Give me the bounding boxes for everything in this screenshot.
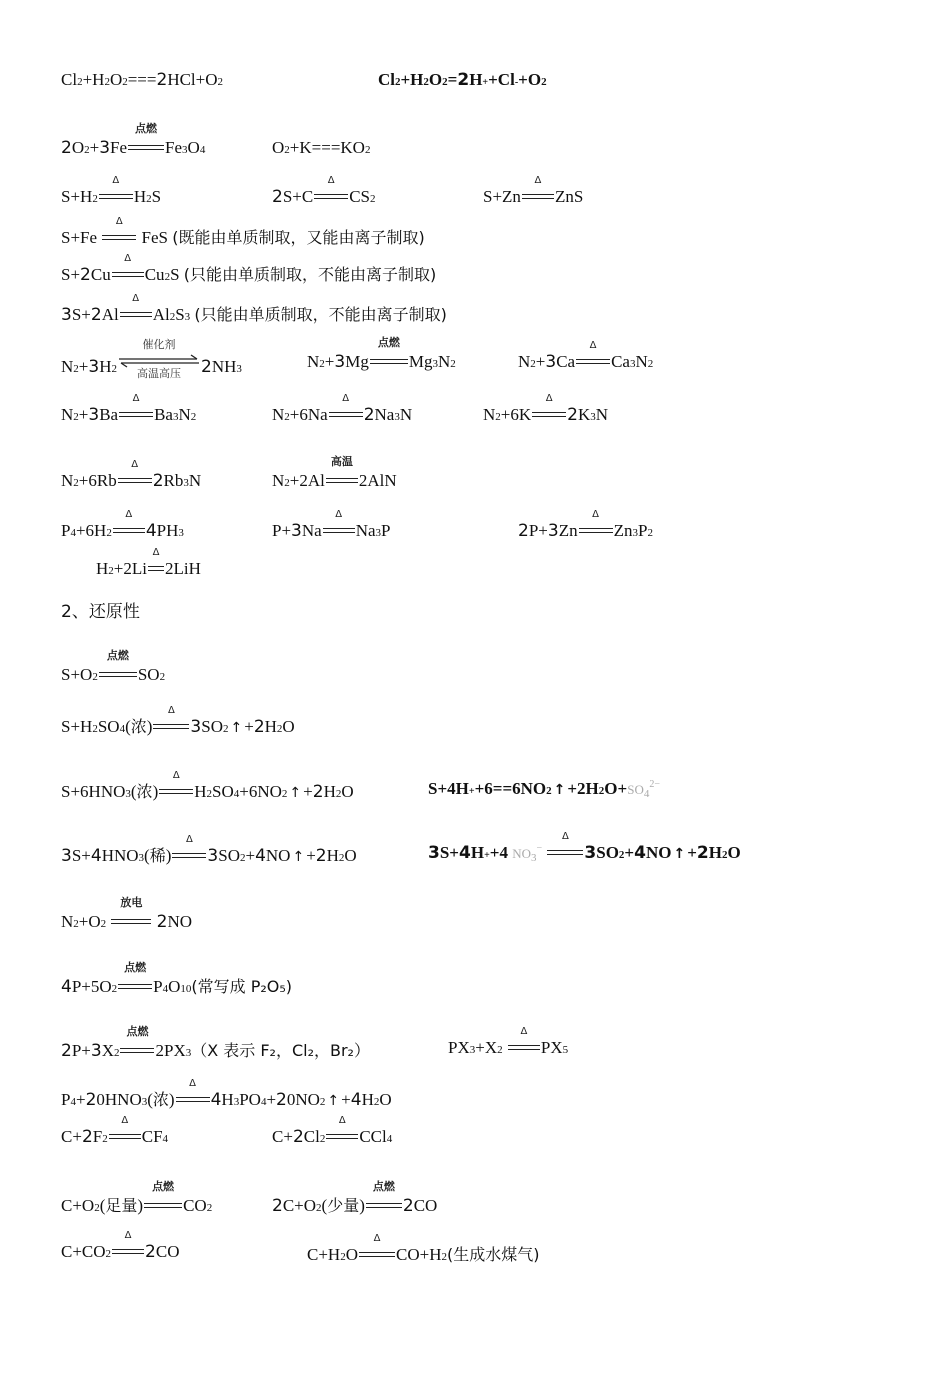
reaction-condition-sign: Δ xyxy=(323,521,355,541)
reaction-condition-sign: Δ xyxy=(159,782,193,802)
equation-s-hno3-conc: S+6HNO 3 ( 浓 ) Δ H 2 SO 4 +6NO 2 ↑ + 2 H 2 O xyxy=(61,770,354,802)
reaction-condition-sign: 高温 xyxy=(326,471,358,491)
reaction-condition-sign: Δ xyxy=(120,305,152,325)
equation-p4-h2: P 4 +6H 2 Δ 4 PH 3 xyxy=(61,509,184,541)
reaction-condition-sign: Δ xyxy=(99,187,133,207)
reaction-condition-sign: Δ xyxy=(119,405,153,425)
reaction-condition-sign: Δ xyxy=(176,1090,210,1110)
ionic-equation-s-hno3-conc: S+4H + +6==6NO 2 ↑ +2H 2 O+ $SO_4^{2-}$ xyxy=(428,779,660,800)
gas-arrow-icon: ↑ xyxy=(327,1093,340,1109)
equation-s-hno3-dilute: 3 S+ 4 HNO 3 ( 稀 ) Δ 3 SO 2 + 4 NO ↑ + 2 H 2 O xyxy=(61,834,357,866)
reaction-condition-sign: 点燃 xyxy=(120,1041,154,1061)
reaction-condition-sign: Δ xyxy=(314,187,348,207)
equation-s-h2so4: S+H 2 SO 4 ( 浓 ) Δ 3 SO 2 ↑ + 2 H 2 O xyxy=(61,705,295,737)
reaction-condition-sign: Δ xyxy=(102,228,136,248)
equation-p-na: P+ 3 Na Δ Na 3 P xyxy=(272,509,391,541)
reaction-condition-sign: Δ xyxy=(547,843,583,863)
nitrate-ion: $NO_3^-$ xyxy=(512,843,543,864)
ionic-equation-s-hno3-dilute: 3 S+ 4 H + +4 $NO_3^-$ Δ 3 SO 2 + 4 NO ↑ + 2 H 2 O xyxy=(428,831,741,864)
equation-p-o2: 4 P+5O 2 点燃 P 4 O 10 (常写成 P₂O₅) xyxy=(61,961,293,997)
equation-n2-na: N 2 +6Na Δ 2 Na 3 N xyxy=(272,393,413,425)
equation-c-o2-limited: 2 C+O 2 ( 少量 ) 点燃 2 CO xyxy=(272,1180,438,1216)
equation-c-co2: C+CO 2 Δ 2 CO xyxy=(61,1230,180,1262)
equation-c-cl2: C+ 2 Cl 2 Δ CCl 4 xyxy=(272,1115,393,1147)
reaction-condition-sign: Δ xyxy=(153,717,189,737)
reaction-condition-sign: Δ xyxy=(579,521,613,541)
equation-n2-ca: N 2 + 3 Ca Δ Ca 3 N 2 xyxy=(518,340,654,372)
equation-o2-k: O 2 +K===KO 2 xyxy=(272,138,371,157)
reaction-condition-sign: Δ xyxy=(112,265,144,285)
gas-arrow-icon: ↑ xyxy=(289,785,302,801)
equation-h2-li: H 2 +2Li Δ 2LiH xyxy=(96,547,201,578)
reaction-condition-sign: 放电 xyxy=(111,912,151,932)
reaction-condition-sign: Δ xyxy=(109,1127,141,1147)
equation-s-al: 3 S+ 2 Al Δ Al 2 S 3 (只能由单质制取，不能由离子制取) xyxy=(61,293,447,325)
reaction-condition-sign: 点燃 xyxy=(118,977,152,997)
equation-s-o2: S+O 2 点燃 SO 2 xyxy=(61,649,166,684)
reaction-condition-sign: Δ xyxy=(112,1242,144,1262)
equation-c-o2-excess: C+O 2 ( 足量 ) 点燃 CO 2 xyxy=(61,1180,213,1215)
reversible-arrow: 催化剂 高温高压 xyxy=(117,352,201,372)
equation-n2-o2: N 2 +O 2 放电 2 NO xyxy=(61,896,193,932)
gas-arrow-icon: ↑ xyxy=(673,846,686,862)
equation-n2-rb: N 2 +6Rb Δ 2 Rb 3 N xyxy=(61,459,202,491)
reaction-condition-sign: Δ xyxy=(326,1127,358,1147)
equation-n2-ba: N 2 + 3 Ba Δ Ba 3 N 2 xyxy=(61,393,197,425)
equation-p-x2: 2 P+ 3 X 2 点燃 2PX 3 （X 表示 F₂，Cl₂，Br₂） xyxy=(61,1025,370,1061)
equation-n2-al: N 2 +2Al 高温 2AlN xyxy=(272,455,397,490)
reaction-condition-sign: 点燃 xyxy=(366,1196,402,1216)
section-heading-reducibility: 2、还原性 xyxy=(61,602,140,622)
reaction-condition-sign: Δ xyxy=(532,405,566,425)
reaction-condition-sign: Δ xyxy=(329,405,363,425)
reaction-condition-sign: Δ xyxy=(172,846,206,866)
reaction-condition-sign: 点燃 xyxy=(128,138,164,158)
reaction-condition-sign: Δ xyxy=(148,559,164,579)
equation-c-h2o: C+H 2 O Δ CO+H 2 (生成水煤气) xyxy=(307,1233,540,1264)
reaction-condition-sign: Δ xyxy=(118,471,152,491)
equation-s-cu: S+ 2 Cu Δ Cu 2 S (只能由单质制取，不能由离子制取) xyxy=(61,253,437,285)
reaction-condition-sign: Δ xyxy=(359,1245,395,1265)
reaction-condition-sign: 点燃 xyxy=(370,352,408,372)
ionic-equation-cl2-h2o2: Cl 2 +H 2 O 2 = 2 H + +Cl - +O 2 xyxy=(378,70,547,90)
reaction-condition-sign: Δ xyxy=(113,521,145,541)
equation-o2-fe: 2 O 2 + 3 Fe 点燃 Fe 3 O 4 xyxy=(61,122,206,158)
reaction-condition-sign: Δ xyxy=(522,187,554,207)
equation-s-c: 2 S+C Δ CS 2 xyxy=(272,175,376,207)
gas-arrow-icon: ↑ xyxy=(230,720,243,736)
sulfate-ion: $SO_4^{2-}$ xyxy=(627,779,660,800)
reaction-condition-sign: Δ xyxy=(508,1038,540,1058)
equation-cl2-h2o2: Cl 2 +H 2 O 2 === 2 HCl+O 2 xyxy=(61,70,224,90)
equation-haber: N 2 + 3 H 2 催化剂 高温高压 2 NH 3 xyxy=(61,338,242,380)
equation-p4-hno3: P 4 + 2 0HNO 3 ( 浓 ) Δ 4 H 3 PO 4 + 2 0NO 2 ↑ + 4 H 2 O xyxy=(61,1078,392,1110)
equation-s-fe: S+Fe Δ FeS (既能由单质制取，又能由离子制取) xyxy=(61,216,425,247)
equation-p-zn: 2 P+ 3 Zn Δ Zn 3 P 2 xyxy=(518,509,653,541)
reaction-condition-sign: 点燃 xyxy=(99,665,137,685)
reaction-condition-sign: Δ xyxy=(576,352,610,372)
equation-s-h2: S+H 2 Δ H 2 S xyxy=(61,175,162,206)
equation-px3-x2: PX 3 +X 2 Δ PX 5 xyxy=(448,1026,569,1057)
reaction-condition-sign: 点燃 xyxy=(144,1196,182,1216)
equation-s-zn: S+Zn Δ ZnS xyxy=(483,175,584,206)
equation-c-f2: C+ 2 F 2 Δ CF 4 xyxy=(61,1115,169,1147)
gas-arrow-icon: ↑ xyxy=(553,782,566,798)
gas-arrow-icon: ↑ xyxy=(292,849,305,865)
equation-n2-mg: N 2 + 3 Mg 点燃 Mg 3 N 2 xyxy=(307,336,456,372)
equation-n2-k: N 2 +6K Δ 2 K 3 N xyxy=(483,393,609,425)
